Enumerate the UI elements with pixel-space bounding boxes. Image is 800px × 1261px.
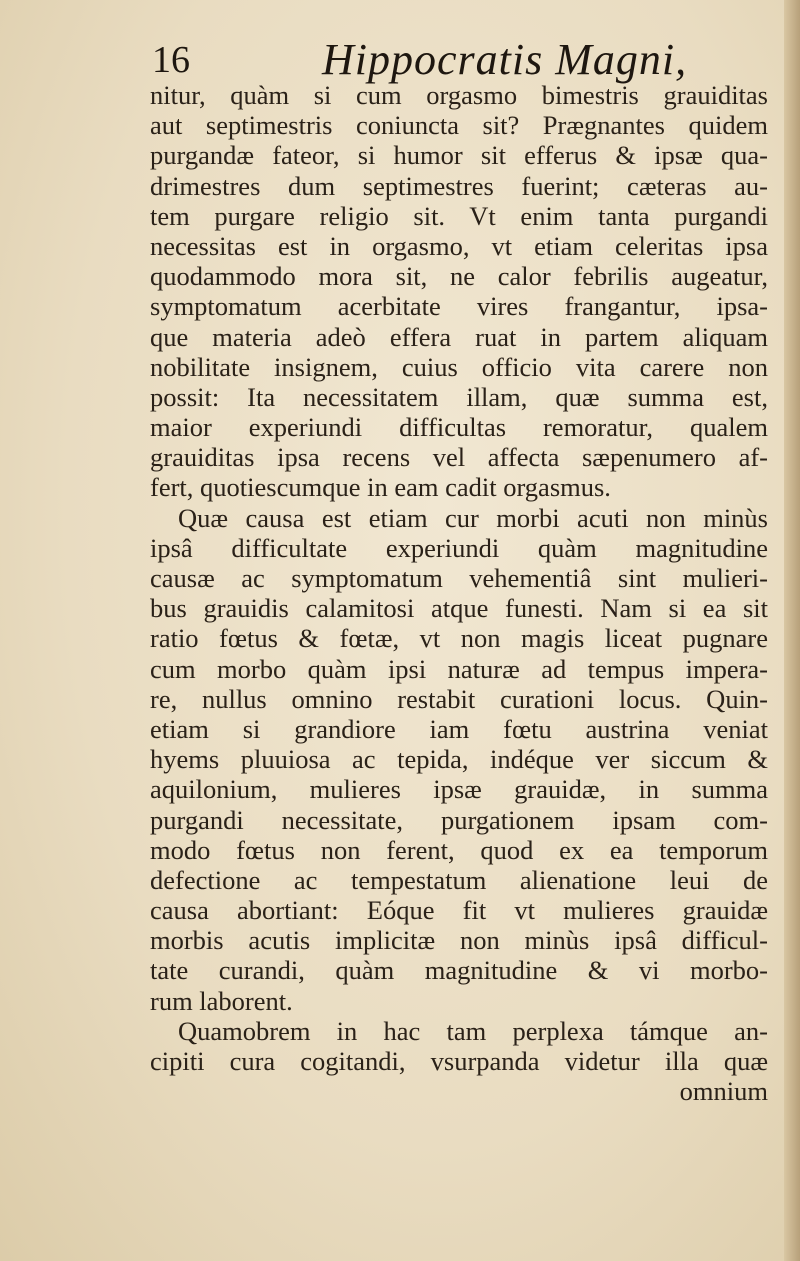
- paragraph-start-line: Quamobrem in hac tam perplexa támque an-: [178, 1015, 768, 1046]
- text-line: fert, quotiescumque in eam cadit orgasmus.: [150, 472, 611, 503]
- body-text: [150, 80, 768, 1106]
- text-line: necessitas est in orgasmo, vt etiam celeritas ipsa: [150, 230, 768, 261]
- text-line: rum laborent.: [150, 985, 293, 1016]
- text-line: purgandi necessitate, purgationem ipsam com-: [150, 804, 768, 835]
- page-gutter-shadow: [784, 0, 800, 1261]
- text-line: re, nullus omnino restabit curationi locus. Quin-: [150, 683, 768, 714]
- text-line: morbis acutis implicitæ non minùs ipsâ difficul-: [150, 925, 768, 956]
- text-line: ratio fœtus & fœtæ, vt non magis liceat pugnare: [150, 623, 768, 654]
- text-line: que materia adeò effera ruat in partem aliquam: [150, 321, 768, 352]
- text-line: maior experiundi difficultas remoratur, qualem: [150, 412, 768, 443]
- text-line: causa abortiant: Eóque fit vt mulieres grauidæ: [150, 895, 768, 926]
- text-line: modo fœtus non ferent, quod ex ea temporum: [150, 834, 768, 865]
- text-line: causæ ac symptomatum vehementiâ sint mulieri-: [150, 563, 768, 593]
- page-number: 16: [152, 39, 190, 81]
- text-line: cipiti cura cogitandi, vsurpanda videtur illa quæ: [150, 1046, 768, 1076]
- text-line: drimestres dum septimestres fuerint; cæteras au-: [150, 170, 768, 201]
- text-line: ipsâ difficultate experiundi quàm magnitudine: [150, 532, 768, 563]
- text-line: bus grauidis calamitosi atque funesti. Nam si ea sit: [150, 593, 768, 624]
- text-line: defectione ac tempestatum alienatione leui de: [150, 864, 768, 895]
- running-title: Hippocratis Magni,: [322, 35, 688, 84]
- text-line: purgandæ fateor, si humor sit efferus & ipsæ qua-: [150, 140, 768, 171]
- text-line: symptomatum acerbitate vires frangantur, ipsa-: [150, 291, 768, 322]
- text-line: nitur, quàm si cum orgasmo bimestris grauiditas: [150, 80, 768, 110]
- text-line: nobilitate insignem, cuius officio vita carere non: [150, 351, 768, 382]
- paragraph-start-line: Quæ causa est etiam cur morbi acuti non minùs: [178, 502, 768, 533]
- text-line: etiam si grandiore iam fœtu austrina veniat: [150, 713, 768, 744]
- text-line: quodammodo mora sit, ne calor febrilis augeatur,: [150, 261, 768, 292]
- text-line: aquilonium, mulieres ipsæ grauidæ, in summa: [150, 774, 768, 805]
- text-line: tate curandi, quàm magnitudine & vi morbo-: [150, 955, 768, 986]
- text-line: hyems pluuiosa ac tepida, indéque ver siccum &: [150, 744, 768, 775]
- text-line: aut septimestris coniuncta sit? Prægnantes quidem: [150, 110, 768, 141]
- text-line: grauiditas ipsa recens vel affecta sæpenumero af-: [150, 442, 768, 473]
- catchword: omnium: [679, 1076, 768, 1107]
- text-line: possit: Ita necessitatem illam, quæ summa est,: [150, 381, 768, 412]
- text-line: cum morbo quàm ipsi naturæ ad tempus impera-: [150, 653, 768, 684]
- text-line: tem purgare religio sit. Vt enim tanta purgandi: [150, 200, 768, 231]
